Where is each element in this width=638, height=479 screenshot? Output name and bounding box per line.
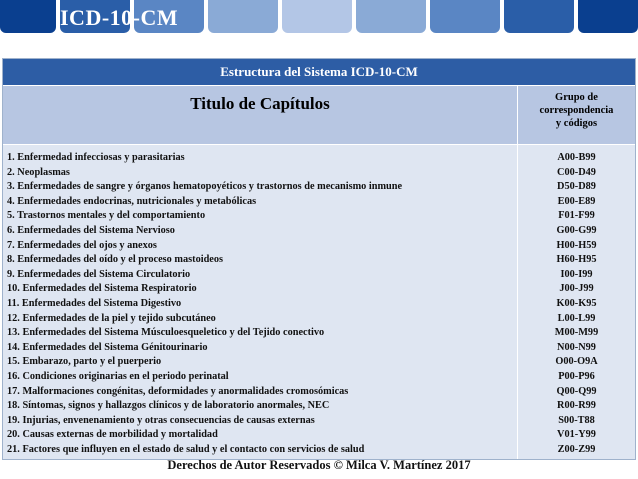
- chapter-row: 7. Enfermedades del ojos y anexos: [7, 239, 157, 251]
- header-tile: [430, 0, 500, 33]
- chapter-row: 2. Neoplasmas: [7, 166, 70, 178]
- code-range: S00-T88: [558, 414, 595, 426]
- code-range: O00-O9A: [555, 356, 598, 368]
- chapter-row: 4. Enfermedades endocrinas, nutricionales y metabólicas: [7, 195, 257, 207]
- code-range: N00-N99: [557, 341, 596, 353]
- page-title: ICD-10-CM: [60, 5, 179, 30]
- header-banner: [0, 0, 638, 36]
- table-column-headers: [3, 86, 635, 145]
- code-range: V01-Y99: [557, 429, 596, 441]
- chapter-row: 3. Enfermedades de sangre y órganos hematopoyéticos y trastornos de mecanismo inmune: [7, 181, 403, 193]
- chapter-row: 5. Trastornos mentales y del comportamiento: [7, 210, 206, 222]
- header-tile: [578, 0, 638, 33]
- chapter-row: 8. Enfermedades del oído y el proceso mastoideos: [7, 254, 224, 266]
- icd-structure-table: [2, 58, 636, 460]
- table-heading: Estructura del Sistema ICD-10-CM: [3, 59, 635, 86]
- col-code-group-header-line: Grupo de: [555, 92, 598, 103]
- code-range: H60-H95: [556, 254, 597, 266]
- chapter-list: [3, 145, 518, 459]
- col-code-group-header: [518, 86, 635, 144]
- chapter-row: 11. Enfermedades del Sistema Digestivo: [7, 297, 182, 309]
- chapter-row: 17. Malformaciones congénitas, deformidades y anormalidades cromosómicas: [7, 385, 349, 397]
- header-tile: [504, 0, 574, 33]
- code-range: F01-F99: [558, 210, 595, 222]
- code-range: J00-J99: [559, 283, 594, 295]
- header-tile: [208, 0, 278, 33]
- code-range: M00-M99: [554, 327, 599, 339]
- code-range: D50-D89: [557, 181, 596, 193]
- chapter-row: 14. Enfermedades del Sistema Génitourinario: [7, 341, 208, 353]
- table-body: [3, 145, 635, 459]
- chapter-row: 1. Enfermedad infecciosas y parasitarias: [7, 152, 185, 163]
- chapter-row: 12. Enfermedades de la piel y tejido subcutáneo: [7, 312, 216, 324]
- code-range: P00-P96: [558, 370, 595, 382]
- code-range: R00-R99: [557, 400, 596, 412]
- col-chapter-titles-header: Titulo de Capítulos: [3, 86, 518, 144]
- chapter-row: 6. Enfermedades del Sistema Nervioso: [7, 224, 175, 236]
- code-range: K00-K95: [556, 297, 597, 309]
- chapter-row: 19. Injurias, envenenamiento y otras consecuencias de causas externas: [7, 414, 315, 426]
- header-tile: [356, 0, 426, 33]
- code-range: I00-I99: [560, 268, 593, 280]
- chapter-row: 16. Condiciones originarias en el periodo perinatal: [7, 370, 229, 382]
- copyright-footer: Derechos de Autor Reservados © Milca V. Martínez 2017: [167, 458, 471, 472]
- chapter-row: 13. Enfermedades del Sistema Músculoesqueletico y del Tejido conectivo: [7, 327, 325, 339]
- chapter-row: 18. Síntomas, signos y hallazgos clínicos y de laboratorio anormales, NEC: [7, 400, 330, 412]
- col-code-group-header-line: y códigos: [555, 118, 598, 129]
- code-range: C00-D49: [557, 166, 596, 178]
- code-range: G00-G99: [556, 224, 597, 236]
- chapter-row: 15. Embarazo, parto y el puerperio: [7, 356, 162, 368]
- chapter-row: 21. Factores que influyen en el estado de salud y el contacto con servicios de salud: [7, 443, 365, 455]
- header-tile: [0, 0, 56, 33]
- header-tile: [282, 0, 352, 33]
- code-range: E00-E89: [557, 195, 596, 207]
- col-code-group-header-line: correspondencia: [539, 105, 614, 116]
- code-range: Z00-Z99: [557, 443, 596, 455]
- chapter-row: 20. Causas externas de morbilidad y mortalidad: [7, 429, 218, 441]
- code-list: [518, 145, 635, 459]
- chapter-row: 10. Enfermedades del Sistema Respiratorio: [7, 283, 197, 295]
- chapter-row: 9. Enfermedades del Sistema Circulatorio: [7, 268, 191, 280]
- code-range: L00-L99: [557, 312, 596, 324]
- code-range: H00-H59: [556, 239, 597, 251]
- code-range: A00-B99: [557, 152, 596, 163]
- code-range: Q00-Q99: [556, 385, 597, 397]
